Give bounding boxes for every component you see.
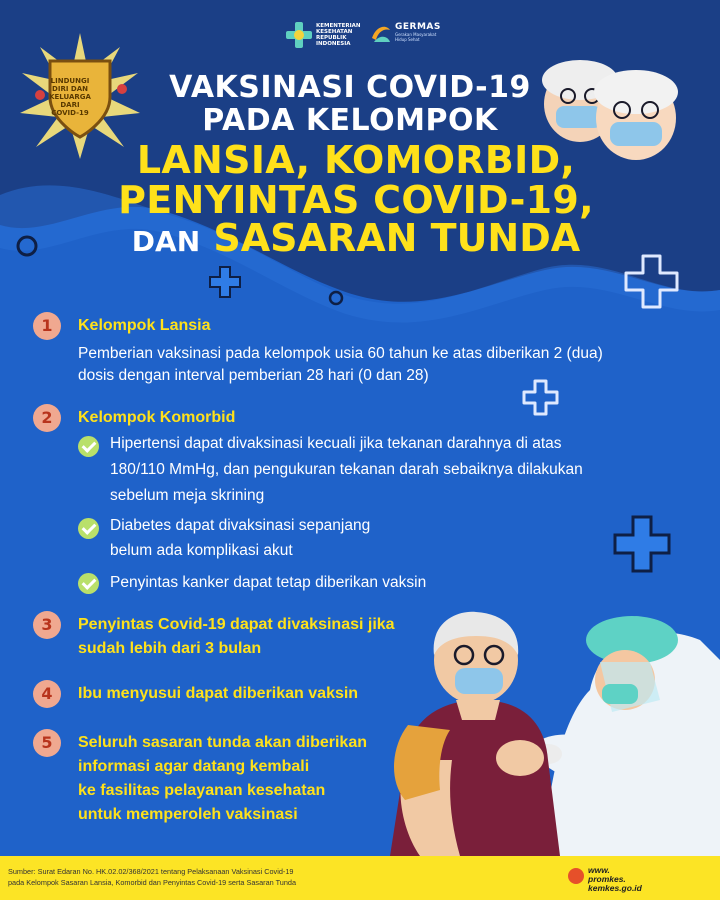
footer-website-line-1: www.: [588, 865, 610, 875]
kemenkes-emblem-icon: [286, 22, 312, 48]
item-heading-3-line-2: sudah lebih dari 3 bulan: [78, 640, 262, 657]
germas-logo: [370, 20, 441, 44]
footer-website-line-3: kemkes.go.id: [588, 883, 642, 893]
kemenkes-text: KEMENTERIAN KESEHATAN REPUBLIK INDONESIA: [316, 23, 361, 47]
germas-emblem-icon: [370, 20, 392, 44]
subitem-1-line-3: sebelum meja skrining: [110, 487, 265, 504]
footer: [0, 856, 720, 900]
subitem-2-line-1: Diabetes dapat divaksinasi sepanjang: [110, 517, 371, 534]
check-icon: [78, 573, 99, 594]
footer-source: [8, 866, 428, 888]
title-line-5-prefix: DAN: [131, 225, 201, 258]
subitem-3-line-1: Penyintas kanker dapat tetap diberikan vaksin: [110, 574, 427, 591]
footer-source-line-2: pada Kelompok Sasaran Lansia, Komorbid dan Penyintas Covid-19 serta Sasaran Tunda: [8, 878, 296, 887]
item-heading-4-line-1: Ibu menyusui dapat diberikan vaksin: [78, 685, 359, 702]
germas-sub: Gerakan Masyarakat Hidup Sehat: [395, 32, 437, 42]
item-number-2: 2: [33, 404, 61, 432]
item-heading-3-line-1: Penyintas Covid-19 dapat divaksinasi jika: [78, 616, 395, 633]
item-number-5: 5: [33, 729, 61, 757]
item-heading-5-line-1: Seluruh sasaran tunda akan diberikan: [78, 734, 367, 751]
item-heading-5-line-4: untuk memperoleh vaksinasi: [78, 806, 298, 823]
check-icon: [78, 518, 99, 539]
title-line-4: PENYINTAS COVID-19,: [118, 178, 594, 222]
item-body-1-line-1: Pemberian vaksinasi pada kelompok usia 60 tahun ke atas diberikan 2 (dua): [78, 345, 603, 362]
footer-website[interactable]: [588, 866, 642, 893]
item-number-1: 1: [33, 312, 61, 340]
item-heading-5-line-3: ke fasilitas pelayanan kesehatan: [78, 782, 326, 799]
title-line-5: [0, 216, 716, 260]
item-number-3: 3: [33, 611, 61, 639]
title-line-3: LANSIA, KOMORBID,: [136, 138, 576, 182]
footer-source-line-1: Sumber: Surat Edaran No. HK.02.02/368/2021 tentang Pelaksanaan Vaksinasi Covid-19: [8, 867, 294, 876]
item-heading-1: Kelompok Lansia: [78, 317, 211, 334]
subitem-1-line-2: 180/110 MmHg, dan pengukuran tekanan darah sebaiknya dilakukan: [110, 461, 583, 478]
item-number-4: 4: [33, 680, 61, 708]
germas-title: GERMAS: [395, 22, 441, 32]
kemenkes-logo: [286, 22, 361, 48]
subitem-2-line-2: belum ada komplikasi akut: [110, 542, 293, 559]
badge-text: LINDUNGI DIRI DAN KELUARGA DARI COVID-19: [49, 77, 91, 117]
title-line-1: VAKSINASI COVID-19: [169, 70, 531, 105]
item-heading-5-line-2: informasi agar datang kembali: [78, 758, 310, 775]
title-line-2: PADA KELOMPOK: [202, 103, 498, 138]
check-icon: [78, 436, 99, 457]
title-line-5-highlight: SASARAN TUNDA: [213, 216, 581, 260]
subitem-1-line-1: Hipertensi dapat divaksinasi kecuali jika tekanan darahnya di atas: [110, 435, 562, 452]
item-body-1-line-2: dosis dengan interval pemberian 28 hari (0 dan 28): [78, 367, 429, 384]
item-heading-2: Kelompok Komorbid: [78, 409, 236, 426]
footer-website-line-2: promkes.: [588, 874, 626, 884]
promkes-logo-icon: [568, 868, 584, 884]
